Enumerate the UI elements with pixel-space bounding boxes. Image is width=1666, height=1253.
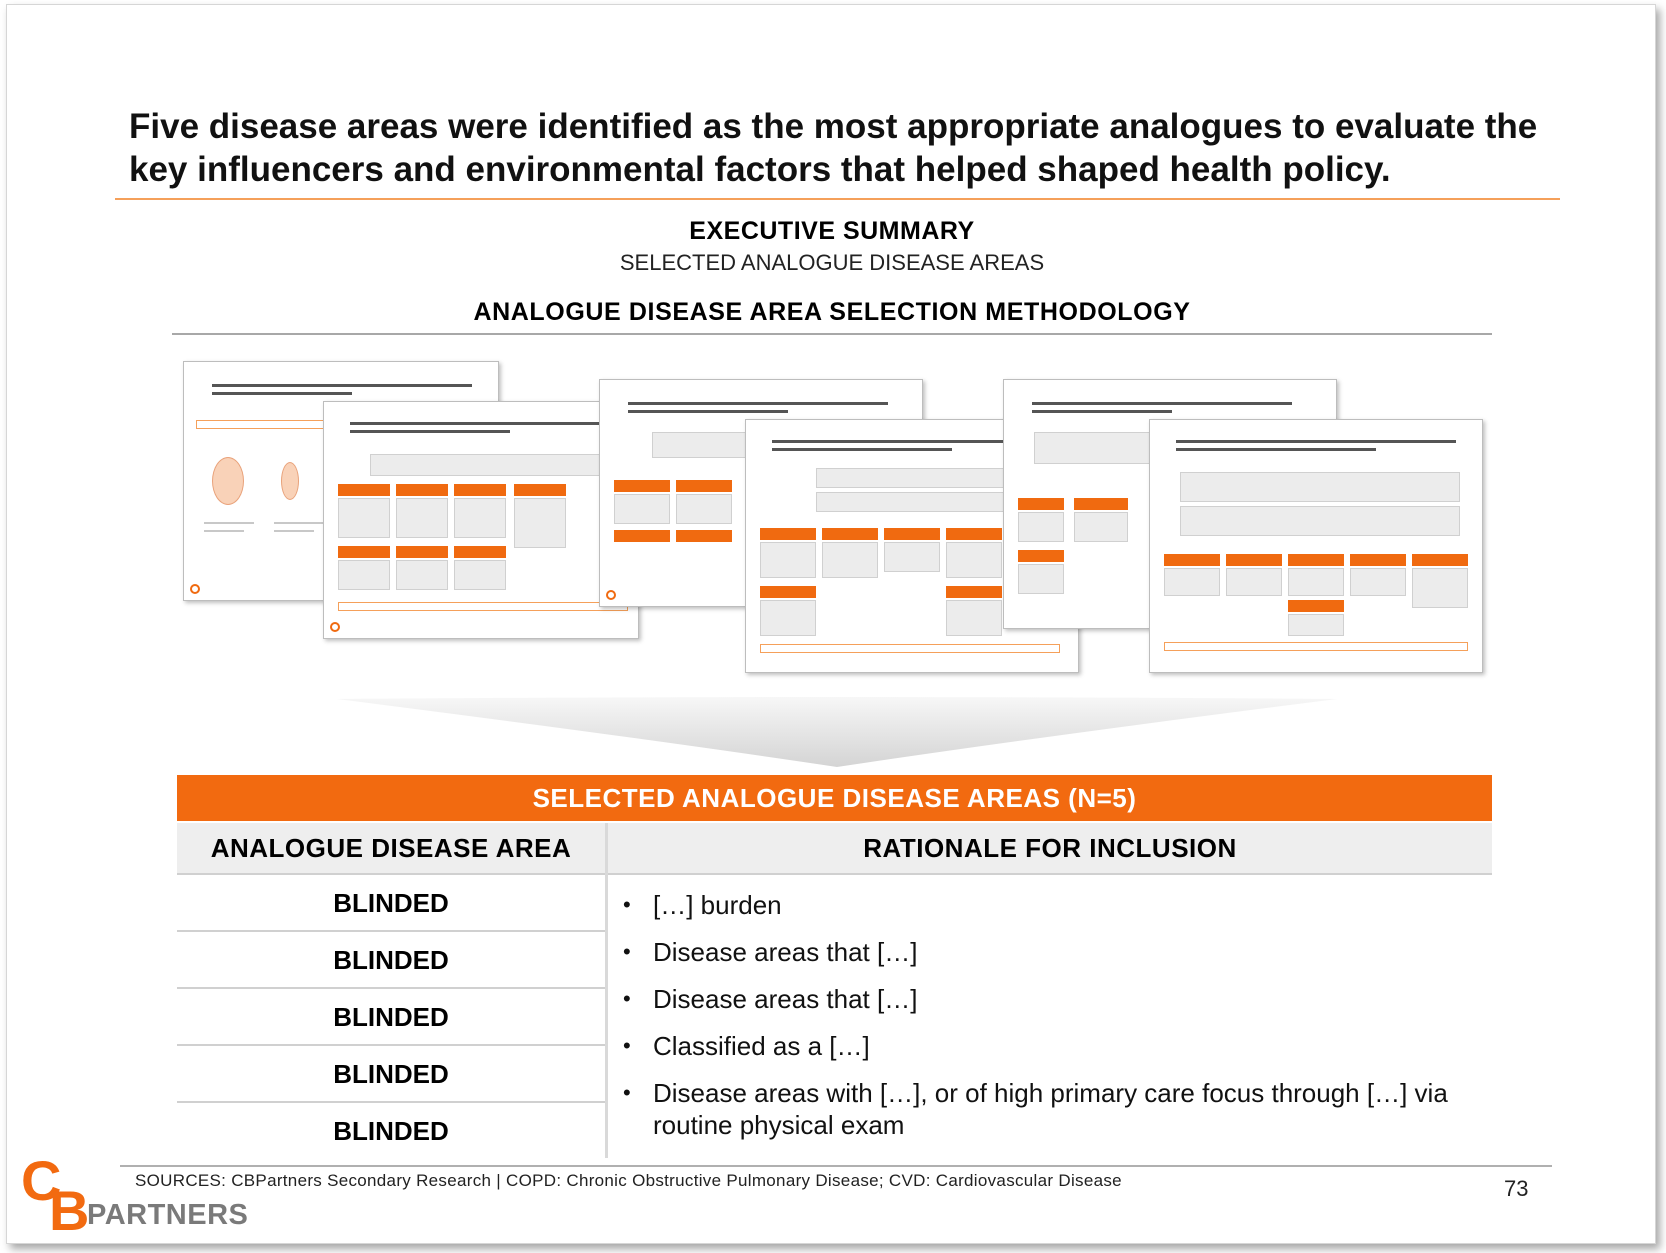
thumbnail-slide-2 [323, 401, 639, 639]
column-header-rationale: RATIONALE FOR INCLUSION [608, 823, 1492, 873]
table-header: SELECTED ANALOGUE DISEASE AREAS (N=5) [177, 775, 1492, 821]
column-divider [605, 823, 608, 1158]
disease-area-cell: BLINDED [177, 875, 605, 932]
logo-text: PARTNERS [87, 1199, 249, 1231]
rationale-item: • Classified as a […] [623, 1030, 1483, 1062]
executive-summary-subheading: SELECTED ANALOGUE DISEASE AREAS [619, 250, 1045, 275]
slide-title: Five disease areas were identified as the most appropriate analogues to evaluate the key influencers and environmental factors that helped shaped health policy. [129, 107, 1538, 189]
rationale-item: • […] burden [623, 889, 1483, 921]
rationale-list [623, 889, 1483, 1156]
methodology-divider [172, 333, 1492, 335]
rationale-item: • Disease areas that […] [623, 983, 1483, 1015]
title-divider [115, 198, 1560, 200]
cbpartners-logo [21, 1149, 261, 1242]
logo-mark-c: C [21, 1149, 62, 1212]
rationale-item: • Disease areas with […], or of high primary care focus through […] via routine physical exam [623, 1077, 1483, 1141]
executive-summary-heading: EXECUTIVE SUMMARY [689, 217, 975, 245]
footer-divider [120, 1165, 1552, 1167]
funnel-arrow-icon [337, 697, 1337, 769]
disease-area-cell: BLINDED [177, 932, 605, 989]
column-header-disease-area: ANALOGUE DISEASE AREA [177, 823, 605, 873]
page-number: 73 [1504, 1176, 1529, 1201]
rationale-item: • Disease areas that […] [623, 936, 1483, 968]
disease-area-cell: BLINDED [333, 1116, 449, 1146]
sources-note: SOURCES: CBPartners Secondary Research | COPD: Chronic Obstructive Pulmonary Disease; CVD: Cardiovascular Disease [135, 1171, 1122, 1190]
disease-area-cell: BLINDED [177, 1046, 605, 1103]
disease-area-cell: BLINDED [177, 989, 605, 1046]
methodology-title: ANALOGUE DISEASE AREA SELECTION METHODOLOGY [473, 298, 1191, 326]
logo-mark-b: B [49, 1179, 90, 1242]
thumbnail-slide-6 [1149, 419, 1483, 673]
slide [6, 4, 1656, 1244]
